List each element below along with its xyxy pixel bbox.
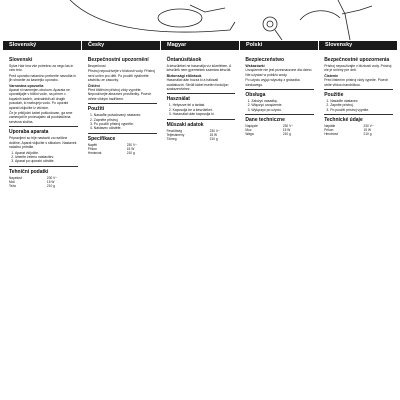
spec-label: Napięcie [245, 124, 258, 129]
spec-value: 230 V~ [126, 142, 137, 147]
body-paragraph: Pred uporabo natančno preberite navodila in jih shranite za kasnejšo uporabo. [9, 73, 76, 83]
section-divider [324, 114, 393, 115]
spec-value: 15 W [46, 179, 55, 184]
step-item: 2. Włączyć urządzenie. [251, 103, 314, 107]
spec-label: Hmotnosť [324, 132, 339, 137]
language-tab: Slovenský [3, 41, 82, 50]
section-heading: Dane techniczne [245, 117, 285, 124]
body-paragraph: Urządzenie nie jest przeznaczone dla dzieci. Nie używać w pobliżu wody. [245, 68, 313, 77]
subsection-heading: Čištění [87, 83, 100, 88]
subsection-heading: Varnostna opozorila [9, 83, 44, 88]
section-heading: Uporaba aparata [9, 129, 49, 136]
section-heading: Öntanúsítások [166, 57, 202, 63]
spec-row [324, 132, 393, 136]
step-item: 4. Nástavec očistěte. [94, 126, 157, 130]
body-paragraph: A készüléket ne használja víz közelében. A készülék nem gyermekek számára készült. [166, 64, 232, 73]
section-divider [88, 103, 157, 104]
spec-label: Příkon [87, 146, 98, 151]
spec-label: Waga [245, 132, 254, 137]
step-item: 3. Po použití přístroj vypněte. [94, 122, 157, 126]
language-column [239, 52, 318, 398]
step-item: 1. Helyezze fel a tartást. [173, 103, 236, 107]
section-divider [245, 114, 314, 115]
steps-list [9, 151, 78, 164]
spec-table [324, 124, 393, 136]
section-divider [167, 119, 236, 120]
body-paragraph: Pripravljeni so trije nastavki za različne dolžine. Aparat vključite s stikalom. Nastavek natačno pritrdite. [9, 136, 77, 150]
spec-value: 210 g [363, 132, 372, 137]
language-column [82, 52, 161, 398]
section-heading: Tehnični podatki [9, 168, 49, 175]
section-divider [88, 133, 157, 134]
section-heading: Použitie [324, 92, 344, 99]
steps-list [167, 103, 236, 116]
steps-list [324, 99, 393, 112]
body-paragraph: Če je priključni kabel poškodovan, ga sme zamenjati le proizvajalec ali pooblaščena servisna služba. [9, 111, 73, 124]
section-heading: Slovenski [9, 57, 33, 63]
language-tab: Česky [82, 41, 161, 50]
section-heading: Használat [166, 96, 190, 103]
section-divider [9, 166, 78, 167]
step-item: 1. Aparat vključite. [15, 151, 78, 155]
spec-value: 230 V~ [209, 128, 220, 133]
subsection-heading: Čistenie [324, 73, 339, 78]
spec-value: 230 V~ [282, 124, 294, 129]
spec-value: 210 g [126, 150, 135, 155]
manual-columns [3, 52, 397, 398]
body-paragraph: Sylva Hair ima vše potrebno za nego las in celo telo. [9, 64, 74, 73]
body-paragraph: Használat után húzza ki a hálózati csatlakozót. Sérült kábel esetén forduljon szakszervizhez. [166, 78, 229, 92]
spec-value: 15 W [363, 128, 371, 133]
language-tab: Magyar [161, 41, 240, 50]
section-heading: Bezpieczeństwo [245, 57, 285, 63]
section-heading: Specifikace [87, 135, 116, 142]
spec-value: 15 W [209, 132, 218, 137]
spec-value: 210 g [282, 132, 291, 137]
spec-value: 15 W [126, 146, 135, 151]
spec-label: Príkon [324, 128, 334, 133]
step-item: 3. Aparat po uporabi očistite. [15, 159, 78, 163]
body-paragraph: Před čištěním přístroj vždy vypněte. Nepoužívejte abrazivní prostředky. Povrch otřete vlhkým hadříkem. [87, 88, 152, 101]
step-item: 3. Wyłączyć po użyciu. [251, 108, 314, 112]
spec-value: 230 V~ [46, 175, 58, 180]
section-heading: Bezpečnostní upozornění [87, 57, 149, 63]
spec-table [88, 143, 157, 155]
spec-label: Hmotnost [87, 150, 102, 155]
spec-label: Napetost [9, 175, 22, 180]
body-paragraph: Po użyciu wyjąć wtyczkę z gniazdka sieciowego. [245, 78, 300, 87]
spec-value: 210 g [46, 183, 55, 188]
step-item: 2. Zapněte přístroj. [94, 118, 157, 122]
body-paragraph: Pred čistením prístroj vždy vypnite. Povrch utrite vlhkou handričkou. [324, 78, 389, 87]
spec-label: Moč [9, 179, 16, 184]
spec-table [167, 129, 236, 141]
spec-label: Moc [245, 128, 252, 133]
language-tab: Slovensky [325, 42, 353, 48]
section-divider [245, 89, 314, 90]
step-item: 2. Zapnite prístroj. [330, 103, 393, 107]
spec-label: Teljesítmény [166, 132, 185, 137]
spec-row [9, 184, 78, 188]
body-paragraph: Přístroj nepoužívejte v blízkosti vody. Přístroj není určen pro děti. Po použití vytáhněte zástrčku ze zásuvky. [87, 69, 156, 83]
subsection-heading: Wskazówki [245, 64, 265, 68]
spec-value: 15 W [282, 128, 291, 133]
step-item: 3. Po použití prístroj vypnite. [330, 108, 393, 112]
section-heading: Technické údaje [324, 117, 363, 124]
spec-row [167, 137, 236, 141]
body-paragraph: Aparat ni namenjen otrokom. Aparata ne uporabljajte v bližini vode, na primer v kopalnih kadeh, umivalnikih ali drugih posodah, ki vsebujejo vodo. Po uporabi aparat izključite iz vtičnice. [9, 88, 70, 110]
body-paragraph: Bezpečnost [87, 64, 106, 68]
language-column [161, 52, 240, 398]
spec-value: 230 V~ [363, 124, 374, 129]
spec-label: Napětí [87, 142, 98, 147]
section-heading: Použití [87, 106, 105, 113]
steps-list [88, 113, 157, 131]
subsection-heading: Biztonsági előírások [166, 73, 202, 78]
section-heading: Obsługa [245, 92, 266, 99]
section-heading: Műszaki adatok [166, 121, 204, 128]
spec-label: Napätie [324, 124, 336, 129]
step-item: 1. Nasaďte požadovaný nástavec. [94, 113, 157, 117]
section-divider [324, 89, 393, 90]
body-paragraph: Prístroj nepoužívajte v blízkosti vody. Prístroj nie je určený pre deti. [324, 64, 392, 73]
product-illustration [0, 0, 400, 40]
section-heading: Bezpečnostné upozornenia [324, 57, 390, 63]
language-column [3, 52, 82, 398]
steps-list [245, 99, 314, 112]
spec-row [88, 151, 157, 155]
section-divider [9, 126, 78, 127]
spec-table [245, 124, 314, 136]
spec-label: Tömeg [166, 136, 177, 141]
language-column [318, 52, 397, 398]
step-item: 3. Használat után kapcsolja ki. [173, 112, 236, 116]
language-header-bar [3, 41, 397, 50]
section-divider [167, 93, 236, 94]
language-tab: Polski [240, 41, 319, 50]
spec-label: Teža [9, 183, 16, 188]
step-item: 1. Założyć nasadkę. [251, 99, 314, 103]
step-item: 2. Izberite želeno nastavitev. [15, 155, 78, 159]
spec-value: 210 g [209, 136, 218, 141]
spec-row [245, 132, 314, 136]
step-item: 2. Kapcsolja be a készüléket. [173, 108, 236, 112]
spec-label: Feszültség [166, 128, 183, 133]
step-item: 1. Nasaďte nástavec. [330, 99, 393, 103]
spec-table [9, 176, 78, 188]
